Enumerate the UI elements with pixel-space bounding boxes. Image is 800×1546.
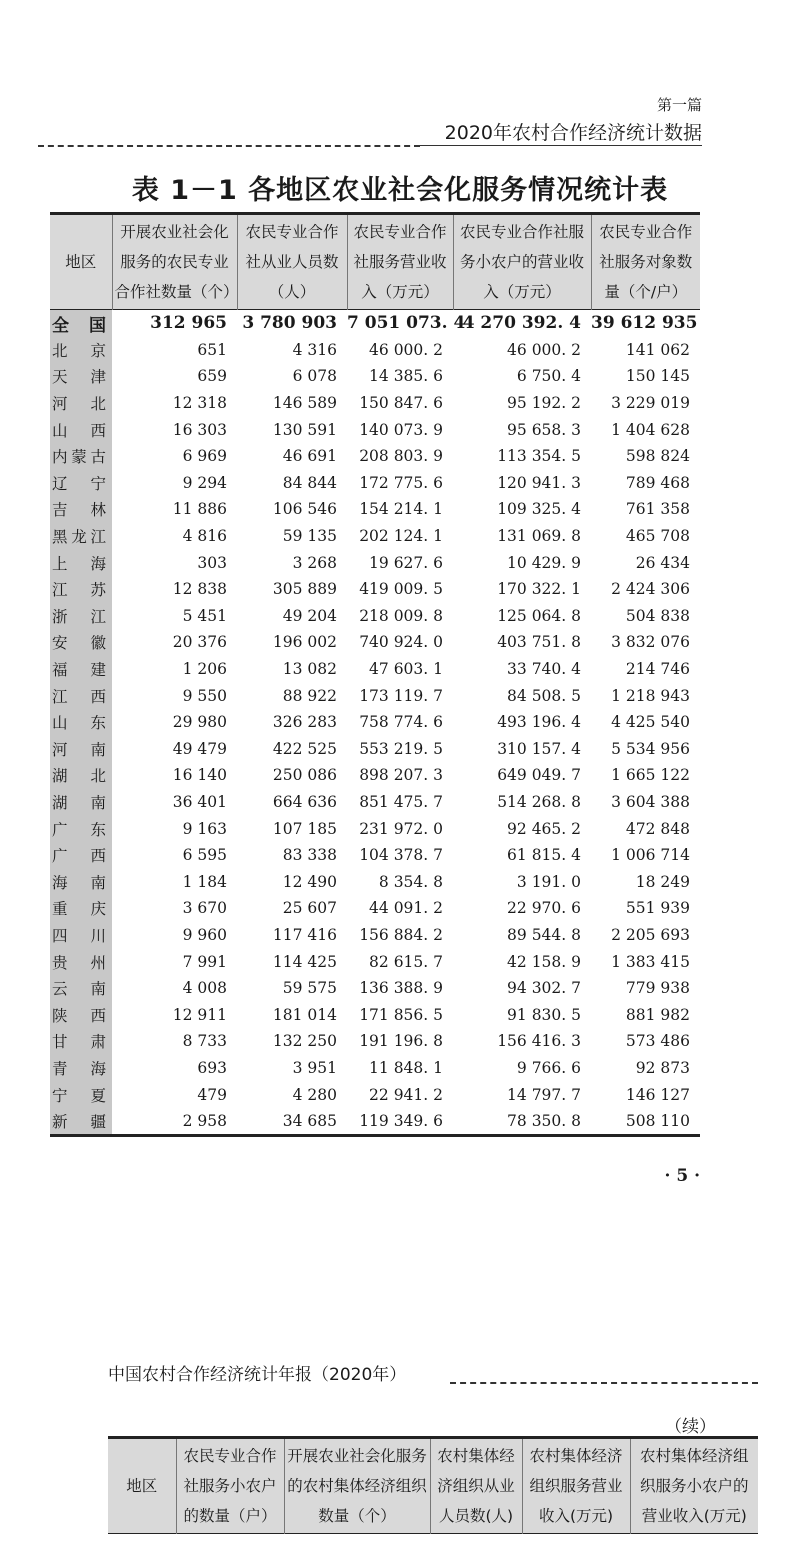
- value-cell: 13 082: [282, 660, 337, 679]
- table-row: [50, 736, 700, 763]
- header-subtitle: 2020年农村合作经济统计数据: [444, 122, 702, 144]
- table-row: [50, 1081, 700, 1108]
- value-cell: 9 550: [182, 686, 227, 705]
- col-header: 地区: [108, 1438, 176, 1534]
- value-cell: 419 009. 5: [359, 580, 443, 599]
- value-cell: 1 218 943: [611, 686, 690, 705]
- region-cell: 海 南: [50, 868, 112, 895]
- col-header: 农民专业合作社服务小农户的营业收入（万元）: [453, 214, 591, 310]
- value-cell: 113 354. 5: [497, 447, 581, 466]
- value-cell: 214 746: [625, 660, 690, 679]
- region-cell: 浙 江: [50, 603, 112, 630]
- region-cell: 新 疆: [50, 1108, 112, 1136]
- table-row: [50, 895, 700, 922]
- value-cell: 36 401: [172, 792, 227, 811]
- value-cell: 779 938: [625, 979, 690, 998]
- value-cell: 881 982: [625, 1005, 690, 1024]
- table-row: [50, 1108, 700, 1136]
- table-row: [50, 603, 700, 630]
- value-cell: 9 294: [182, 473, 227, 492]
- value-cell: 19 627. 6: [369, 553, 443, 572]
- table-row: [50, 656, 700, 683]
- table-row: [50, 922, 700, 949]
- value-cell: 11 886: [172, 500, 227, 519]
- value-cell: 82 615. 7: [369, 952, 443, 971]
- value-cell: 1 665 122: [611, 766, 690, 785]
- value-cell: 84 508. 5: [507, 686, 581, 705]
- value-cell: 26 434: [635, 553, 690, 572]
- value-cell: 1 184: [182, 872, 227, 891]
- col-header: 农民专业合作社从业人员数（人）: [237, 214, 347, 310]
- region-cell: 山 东: [50, 709, 112, 736]
- value-cell: 136 388. 9: [359, 979, 443, 998]
- table-row: [50, 1028, 700, 1055]
- value-cell: 16 303: [172, 420, 227, 439]
- value-cell: 61 815. 4: [507, 846, 581, 865]
- value-cell: 693: [197, 1058, 227, 1077]
- header-rule: [420, 145, 702, 146]
- value-cell: 191 196. 8: [359, 1032, 443, 1051]
- value-cell: 22 941. 2: [369, 1085, 443, 1104]
- value-cell: 7 991: [182, 952, 227, 971]
- page2-header: 中国农村合作经济统计年报（2020年）: [108, 1365, 407, 1385]
- value-cell: 649 049. 7: [497, 766, 581, 785]
- value-cell: 4 425 540: [611, 713, 690, 732]
- value-cell: 117 416: [272, 925, 337, 944]
- value-cell: 14 385. 6: [369, 367, 443, 386]
- value-cell: 9 163: [182, 819, 227, 838]
- value-cell: 109 325. 4: [497, 500, 581, 519]
- value-cell: 156 416. 3: [497, 1032, 581, 1051]
- value-cell: 2 205 693: [611, 925, 690, 944]
- col-header: 农村集体经济组织从业人员数(人): [430, 1438, 522, 1534]
- region-cell: 江 西: [50, 682, 112, 709]
- table-row: [50, 549, 700, 576]
- table-row: [50, 576, 700, 603]
- region-cell: 广 东: [50, 815, 112, 842]
- page-number: · 5 ·: [664, 1166, 700, 1186]
- value-cell: 29 980: [172, 713, 227, 732]
- table-row: [50, 496, 700, 523]
- value-cell: 46 000. 2: [507, 340, 581, 359]
- value-cell: 472 848: [625, 819, 690, 838]
- value-cell: 42 158. 9: [507, 952, 581, 971]
- continued-label: （续）: [665, 1417, 716, 1437]
- table-row: [50, 390, 700, 417]
- col-header: 农民专业合作社服务营业收入（万元）: [347, 214, 453, 310]
- value-cell: 303: [197, 553, 227, 572]
- table-row: [50, 523, 700, 550]
- value-cell: 4 280: [292, 1085, 337, 1104]
- value-cell: 25 607: [282, 899, 337, 918]
- table-header-row: [108, 1438, 758, 1534]
- value-cell: 3 604 388: [611, 792, 690, 811]
- value-cell: 403 751. 8: [497, 633, 581, 652]
- region-cell: 云 南: [50, 975, 112, 1002]
- value-cell: 310 157. 4: [497, 739, 581, 758]
- value-cell: 88 922: [282, 686, 337, 705]
- value-cell: 59 135: [282, 527, 337, 546]
- value-cell: 598 824: [625, 447, 690, 466]
- region-cell: 重 庆: [50, 895, 112, 922]
- value-cell: 1 206: [182, 660, 227, 679]
- value-cell: 46 691: [282, 447, 337, 466]
- value-cell: 125 064. 8: [497, 606, 581, 625]
- value-cell: 6 969: [182, 447, 227, 466]
- value-cell: 46 000. 2: [369, 340, 443, 359]
- value-cell: 131 069. 8: [497, 527, 581, 546]
- value-cell: 664 636: [272, 792, 337, 811]
- value-cell: 3 229 019: [611, 394, 690, 413]
- region-cell: 青 海: [50, 1055, 112, 1082]
- table-header-row: [50, 214, 700, 310]
- region-cell: 江 苏: [50, 576, 112, 603]
- region-cell: 宁 夏: [50, 1081, 112, 1108]
- value-cell: 479: [197, 1085, 227, 1104]
- region-cell: 内蒙古: [50, 443, 112, 470]
- value-cell: 33 740. 4: [507, 660, 581, 679]
- table-row: [50, 337, 700, 364]
- value-cell: 1 383 415: [611, 952, 690, 971]
- value-cell: 12 838: [172, 580, 227, 599]
- value-cell: 422 525: [272, 739, 337, 758]
- value-cell: 59 575: [282, 979, 337, 998]
- value-cell: 171 856. 5: [359, 1005, 443, 1024]
- value-cell: 3 832 076: [611, 633, 690, 652]
- value-cell: 6 595: [182, 846, 227, 865]
- value-cell: 7 051 073. 4: [347, 313, 466, 334]
- col-header: 农民专业合作社服务对象数量（个/户）: [591, 214, 700, 310]
- region-cell: 湖 北: [50, 762, 112, 789]
- value-cell: 2 424 306: [611, 580, 690, 599]
- table-row: [50, 1055, 700, 1082]
- table-row: [50, 762, 700, 789]
- value-cell: 12 318: [172, 394, 227, 413]
- continued-table: [108, 1436, 758, 1534]
- value-cell: 156 884. 2: [359, 925, 443, 944]
- region-cell: 黑龙江: [50, 523, 112, 550]
- value-cell: 504 838: [625, 606, 690, 625]
- region-cell: 福 建: [50, 656, 112, 683]
- col-header: 开展农业社会化服务的农村集体经济组织数量（个）: [284, 1438, 430, 1534]
- value-cell: 3 670: [182, 899, 227, 918]
- value-cell: 4 816: [182, 527, 227, 546]
- table-row: [50, 443, 700, 470]
- value-cell: 120 941. 3: [497, 473, 581, 492]
- value-cell: 851 475. 7: [359, 792, 443, 811]
- table-row: [50, 868, 700, 895]
- header-dashed-rule: [38, 145, 420, 147]
- value-cell: 651: [197, 340, 227, 359]
- stats-table: [50, 212, 700, 1137]
- value-cell: 91 830. 5: [507, 1005, 581, 1024]
- value-cell: 6 750. 4: [516, 367, 581, 386]
- value-cell: 312 965: [150, 313, 227, 334]
- table-row: [50, 363, 700, 390]
- table-row: [50, 470, 700, 497]
- table-title: 表 1－1 各地区农业社会化服务情况统计表: [131, 175, 669, 206]
- value-cell: 196 002: [272, 633, 337, 652]
- value-cell: 9 766. 6: [516, 1058, 581, 1077]
- value-cell: 130 591: [272, 420, 337, 439]
- value-cell: 16 140: [172, 766, 227, 785]
- value-cell: 140 073. 9: [359, 420, 443, 439]
- value-cell: 5 451: [182, 606, 227, 625]
- value-cell: 39 612 935: [591, 313, 698, 334]
- value-cell: 10 429. 9: [507, 553, 581, 572]
- value-cell: 12 911: [172, 1005, 227, 1024]
- region-cell: 天 津: [50, 363, 112, 390]
- region-cell: 吉 林: [50, 496, 112, 523]
- value-cell: 14 797. 7: [507, 1085, 581, 1104]
- value-cell: 154 214. 1: [359, 500, 443, 519]
- value-cell: 573 486: [625, 1032, 690, 1051]
- value-cell: 761 358: [625, 500, 690, 519]
- value-cell: 172 775. 6: [359, 473, 443, 492]
- value-cell: 758 774. 6: [359, 713, 443, 732]
- value-cell: 5 534 956: [611, 739, 690, 758]
- header-part: 第一篇: [656, 96, 702, 114]
- region-cell: 陕 西: [50, 1001, 112, 1028]
- value-cell: 83 338: [282, 846, 337, 865]
- value-cell: 170 322. 1: [497, 580, 581, 599]
- value-cell: 22 970. 6: [507, 899, 581, 918]
- value-cell: 146 589: [272, 394, 337, 413]
- value-cell: 305 889: [272, 580, 337, 599]
- value-cell: 150 145: [625, 367, 690, 386]
- value-cell: 8 733: [182, 1032, 227, 1051]
- value-cell: 789 468: [625, 473, 690, 492]
- value-cell: 898 207. 3: [359, 766, 443, 785]
- table-row: [50, 948, 700, 975]
- value-cell: 553 219. 5: [359, 739, 443, 758]
- value-cell: 2 958: [182, 1112, 227, 1131]
- value-cell: 49 479: [172, 739, 227, 758]
- value-cell: 132 250: [272, 1032, 337, 1051]
- region-cell: 河 北: [50, 390, 112, 417]
- col-header: 农村集体经济组织服务营业收入(万元): [522, 1438, 630, 1534]
- value-cell: 740 924. 0: [359, 633, 443, 652]
- table-row: [50, 975, 700, 1002]
- value-cell: 208 803. 9: [359, 447, 443, 466]
- region-cell: 河 南: [50, 736, 112, 763]
- value-cell: 94 302. 7: [507, 979, 581, 998]
- value-cell: 150 847. 6: [359, 394, 443, 413]
- table-row: [50, 789, 700, 816]
- value-cell: 326 283: [272, 713, 337, 732]
- value-cell: 49 204: [282, 606, 337, 625]
- value-cell: 3 191. 0: [516, 872, 581, 891]
- value-cell: 465 708: [625, 527, 690, 546]
- value-cell: 4 316: [292, 340, 337, 359]
- value-cell: 89 544. 8: [507, 925, 581, 944]
- value-cell: 44 091. 2: [369, 899, 443, 918]
- table-row: [50, 842, 700, 869]
- total-row: [50, 310, 700, 337]
- region-cell: 甘 肃: [50, 1028, 112, 1055]
- value-cell: 3 780 903: [242, 313, 337, 334]
- value-cell: 8 354. 8: [378, 872, 443, 891]
- region-cell: 全 国: [50, 310, 112, 337]
- region-cell: 广 西: [50, 842, 112, 869]
- value-cell: 250 086: [272, 766, 337, 785]
- value-cell: 9 960: [182, 925, 227, 944]
- value-cell: 4 008: [182, 979, 227, 998]
- value-cell: 4 270 392. 4: [462, 313, 581, 334]
- value-cell: 84 844: [282, 473, 337, 492]
- value-cell: 181 014: [272, 1005, 337, 1024]
- table-row: [50, 682, 700, 709]
- table-row: [50, 629, 700, 656]
- value-cell: 95 658. 3: [507, 420, 581, 439]
- value-cell: 3 268: [292, 553, 337, 572]
- col-header: 农民专业合作社服务小农户的数量（户）: [176, 1438, 284, 1534]
- value-cell: 12 490: [282, 872, 337, 891]
- value-cell: 95 192. 2: [507, 394, 581, 413]
- region-cell: 湖 南: [50, 789, 112, 816]
- region-cell: 安 徽: [50, 629, 112, 656]
- value-cell: 78 350. 8: [507, 1112, 581, 1131]
- region-cell: 四 川: [50, 922, 112, 949]
- value-cell: 146 127: [625, 1085, 690, 1104]
- table-row: [50, 1001, 700, 1028]
- region-cell: 辽 宁: [50, 470, 112, 497]
- value-cell: 11 848. 1: [369, 1058, 443, 1077]
- region-cell: 上 海: [50, 549, 112, 576]
- region-cell: 山 西: [50, 416, 112, 443]
- value-cell: 20 376: [172, 633, 227, 652]
- value-cell: 551 939: [625, 899, 690, 918]
- value-cell: 18 249: [635, 872, 690, 891]
- col-header: 开展农业社会化服务的农民专业合作社数量（个）: [112, 214, 237, 310]
- value-cell: 119 349. 6: [359, 1112, 443, 1131]
- value-cell: 106 546: [272, 500, 337, 519]
- value-cell: 659: [197, 367, 227, 386]
- value-cell: 173 119. 7: [359, 686, 443, 705]
- value-cell: 34 685: [282, 1112, 337, 1131]
- value-cell: 47 603. 1: [369, 660, 443, 679]
- value-cell: 3 951: [292, 1058, 337, 1077]
- value-cell: 107 185: [272, 819, 337, 838]
- table-row: [50, 709, 700, 736]
- value-cell: 114 425: [272, 952, 337, 971]
- page2-dashed-rule: [450, 1382, 758, 1384]
- value-cell: 508 110: [625, 1112, 690, 1131]
- col-header: 地区: [50, 214, 112, 310]
- value-cell: 1 404 628: [611, 420, 690, 439]
- value-cell: 218 009. 8: [359, 606, 443, 625]
- col-header: 农村集体经济组织服务小农户的营业收入(万元): [630, 1438, 758, 1534]
- value-cell: 231 972. 0: [359, 819, 443, 838]
- value-cell: 514 268. 8: [497, 792, 581, 811]
- value-cell: 92 465. 2: [507, 819, 581, 838]
- value-cell: 104 378. 7: [359, 846, 443, 865]
- value-cell: 202 124. 1: [359, 527, 443, 546]
- region-cell: 北 京: [50, 337, 112, 364]
- value-cell: 1 006 714: [611, 846, 690, 865]
- value-cell: 6 078: [292, 367, 337, 386]
- table-row: [50, 815, 700, 842]
- table-row: [50, 416, 700, 443]
- value-cell: 493 196. 4: [497, 713, 581, 732]
- value-cell: 92 873: [635, 1058, 690, 1077]
- value-cell: 141 062: [625, 340, 690, 359]
- region-cell: 贵 州: [50, 948, 112, 975]
